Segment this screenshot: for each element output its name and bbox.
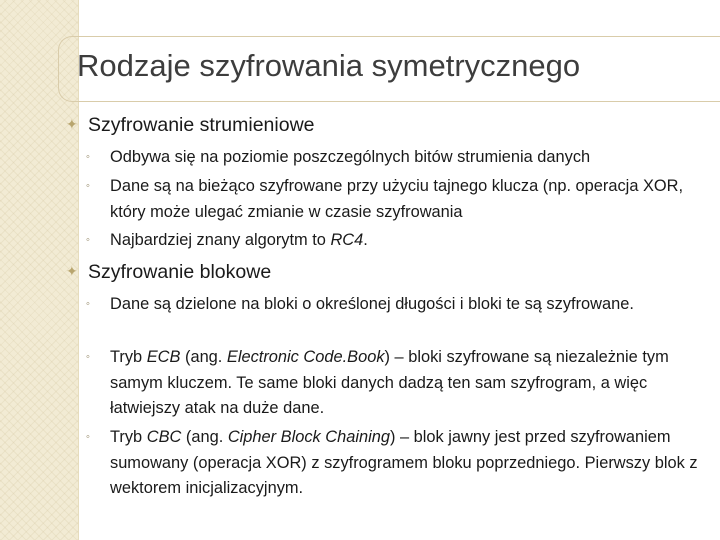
bullet-text: Tryb ECB (ang. Electronic Code.Book) – bloki szyfrowane są niezależnie tym samym kluczem. Te same bloki danych dadzą ten sam szyfrogram, a więc łatwiejszy atak na duże dane. bbox=[110, 348, 669, 417]
list-item bbox=[86, 145, 706, 171]
list-item bbox=[86, 425, 706, 502]
slide-title: Rodzaje szyfrowania symetrycznego bbox=[77, 48, 581, 83]
sub-bullet-icon: ◦ bbox=[86, 151, 90, 163]
list-item bbox=[86, 345, 706, 422]
section-heading-stream bbox=[66, 114, 315, 137]
list-item bbox=[86, 292, 706, 318]
section-heading-text: Szyfrowanie blokowe bbox=[88, 261, 272, 283]
sub-bullet-icon: ◦ bbox=[86, 180, 90, 192]
list-item bbox=[86, 174, 706, 225]
bullet-text: Odbywa się na poziomie poszczególnych bitów strumienia danych bbox=[110, 148, 591, 166]
sub-bullet-icon: ◦ bbox=[86, 351, 90, 363]
section-heading-block bbox=[66, 261, 271, 284]
bullet-text: Dane są na bieżąco szyfrowane przy użyciu tajnego klucza (np. operacja XOR, który może ulegać zmianie w czasie szyfrowania bbox=[110, 177, 684, 221]
sub-bullet-icon: ◦ bbox=[86, 431, 90, 443]
bullet-text: Tryb CBC (ang. Cipher Block Chaining) – blok jawny jest przed szyfrowaniem sumowany (operacja XOR) z szyfrogramem bloku poprzedniego. Pierwszy blok z wektorem inicjalizacyjnym. bbox=[110, 428, 698, 497]
bullet-text: Najbardziej znany algorytm to RC4. bbox=[110, 231, 368, 249]
bullet-icon: ✦ bbox=[66, 263, 78, 279]
list-item bbox=[86, 228, 706, 254]
sub-bullet-icon: ◦ bbox=[86, 298, 90, 310]
bullet-icon: ✦ bbox=[66, 116, 78, 132]
sub-bullet-icon: ◦ bbox=[86, 234, 90, 246]
section-heading-text: Szyfrowanie strumieniowe bbox=[88, 114, 315, 136]
bullet-text: Dane są dzielone na bloki o określonej długości i bloki te są szyfrowane. bbox=[110, 295, 634, 313]
